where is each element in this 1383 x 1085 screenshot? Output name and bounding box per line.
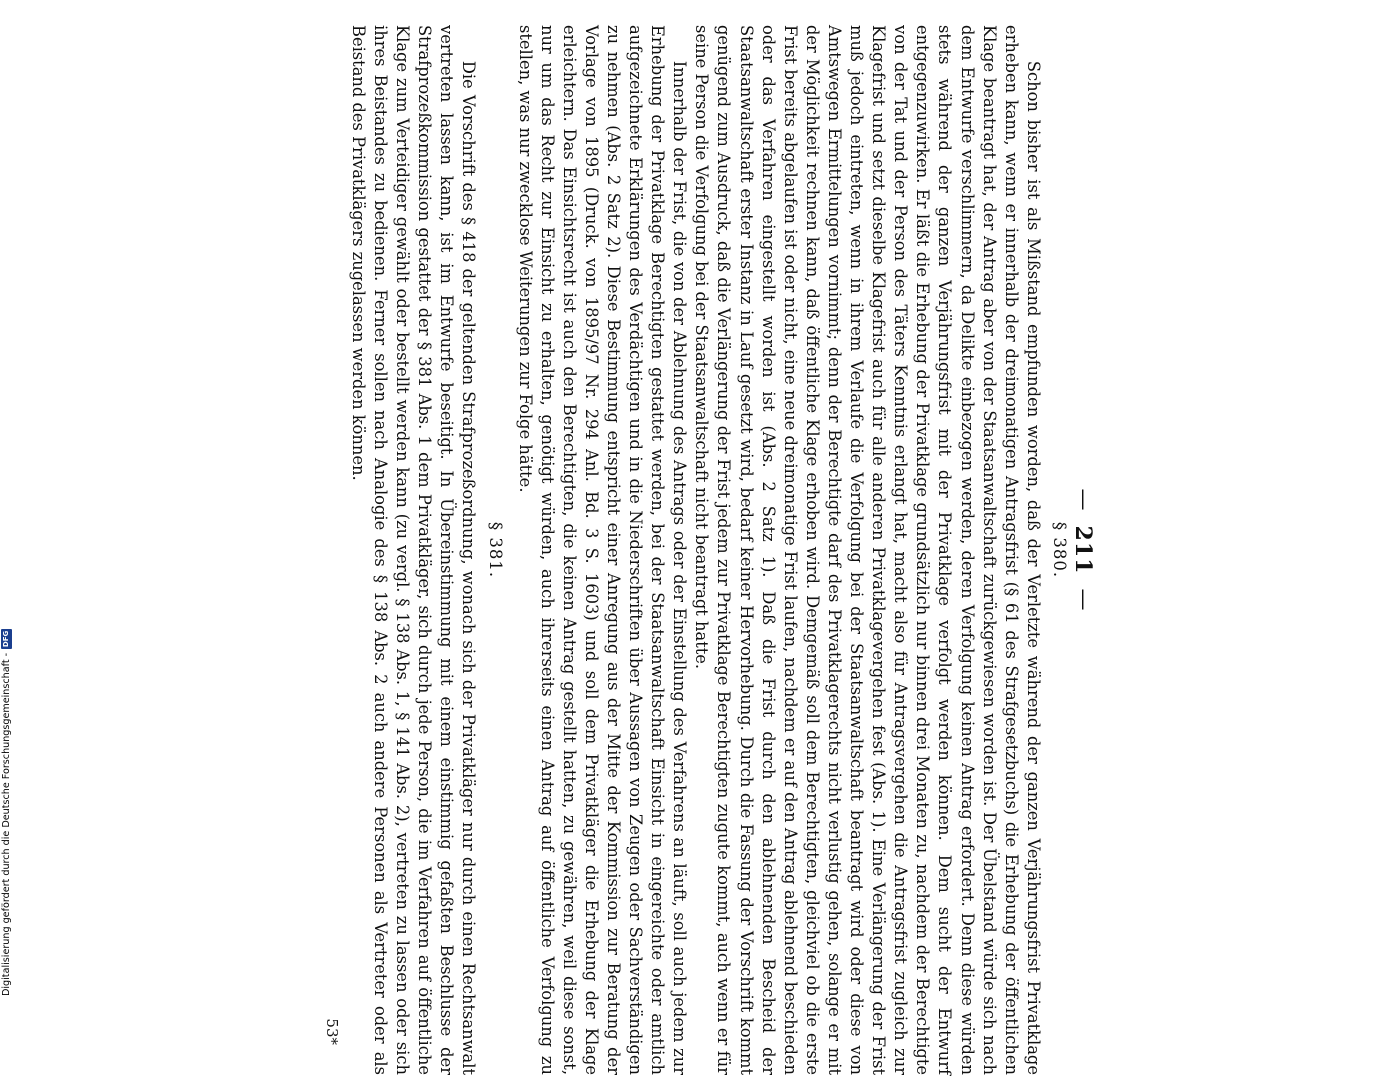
paragraph-380-2: Innerhalb der Frist, die von der Ablehnung des Antrags oder der Einstellung des Verfahrens an läuft, soll auch jedem zur Erhebung der Privatklage Berechtigten gestattet werden, bei der Staatsanwaltschaft Einsicht in eingereichte oder amtlich aufgezeichnete Erklärungen des Verdächtigen und in die Niederschriften über Aussagen von Zeugen oder Sachverständigen zu nehmen (Abs. 2 Satz 2). Diese Bestimmung entspricht einer Anregung aus der Mitte der Kommission zur Beratung der Vorlage von 1895 (Druck. von 1895/97 Nr. 294 Anl. Bd. 3 S. 1603) und soll dem Privatkläger die Erhebung der Klage erleichtern. Das Einsichtsrecht ist auch den Berechtigten, die keinen Antrag gestellt hatten, zu gewähren, weil diese sonst, nur um das Recht zur Einsicht zu erhalten, genötigt würden, auch ihrerseits einen Antrag auf öffentliche Verfolgung zu stellen, was nur zwecklose Weiterungen zur Folge hätte. [515,25,690,1075]
sheet-signature: 53* [322,1018,341,1045]
section-title-380: § 380. [1049,521,1069,579]
paragraph-380-1: Schon bisher ist als Mißstand empfunden worden, daß der Verletzte während der ganzen Verjährungsfrist Privatklage erheben kann, wenn er innerhalb der dreimonatigen Antragsfrist (§ 61 des Strafgesetzbuchs) die Erhebung der öffentlichen Klage beantragt hat, der Antrag aber von der Staatsanwaltschaft zurückgewiesen worden ist. Der Übelstand würde sich nach dem Entwurfe verschlimmern, da Delikte einbezogen werden, deren Verfolgung keinen Antrag erfordert. Denn diese würden stets während der ganzen Verjährungsfrist mit der Privatklage verfolgt werden können. Dem sucht der Entwurf entgegenzuwirken. Er läßt die Erhebung der Privatklage grundsätzlich nur binnen drei Monaten zu, nachdem der Berechtigte von der Tat und der Person des Täters Kenntnis erlangt hat, macht also für Antragsvergehen die Antragsfrist zugleich zur Klagefrist und setzt dieselbe Klagefrist auch für alle anderen Privatklagevergehen fest (Abs. 1). Eine Verlängerung der Frist muß jedoch eintreten, wenn in ihrem Verlaufe die Verfolgung bei der Staatsanwaltschaft beantragt wird oder diese von Amtswegen Ermittelungen vornimmt; denn der Berechtigte darf des Privatklagerechts nicht verlustig gehen, solange er mit der Möglichkeit rechnen kann, daß öffentliche Klage erhoben wird. Demgemäß soll dem Berechtigten, gleichviel ob die erste Frist bereits abgelaufen ist oder nicht, eine neue dreimonatige Frist laufen, nachdem er auf den Antrag ablehnend beschieden oder das Verfahren eingestellt worden ist (Abs. 2 Satz 1). Daß die Frist durch den ablehnenden Bescheid der Staatsanwaltschaft erster Instanz in Lauf gesetzt wird, bedarf keiner Hervorhebung. Durch die Fassung der Vorschrift kommt genügend zum Ausdruck, daß die Verlängerung der Frist jedem zur Privatklage Berechtigten zugute kommt, auch wenn er für seine Person die Verfolgung bei der Staatsanwaltschaft nicht beantragt hatte. [692,25,1043,1075]
rotated-page [140,5,1100,1085]
credit-text: Digitalisierung gefördert durch die Deutsche Forschungsgemeinschaft - [1,652,12,996]
header-dash-left: — [1071,488,1096,512]
section-title-381: § 381. [485,521,505,579]
dfg-logo: DFG [2,630,10,648]
header-dash-right: — [1071,588,1096,612]
page-header [1072,25,1094,1075]
digitization-credit [0,0,18,1000]
paragraph-381-1: Die Vorschrift des § 418 der geltenden Strafprozeßordnung, wonach sich der Privatkläger nur durch einen Rechtsanwalt vertreten lassen kann, ist im Entwurfe beseitigt. In Übereinstimmung mit einem einstimmig gefaßten Beschlusse der Strafprozeßkommission gestattet der § 381 Abs. 1 dem Privatkläger, sich durch jede Person, die im Verfahren auf öffentliche Klage zum Verteidiger gewählt oder bestellt werden kann (zu vergl. § 138 Abs. 1, § 141 Abs. 2), vertreten zu lassen oder sich ihres Beistandes zu bedienen. Ferner sollen nach Analogie des § 138 Abs. 2 auch andere Personen als Vertreter oder als Beistand des Privatklägers zugelassen werden können. [349,25,479,1075]
page-number: 211 [1070,525,1096,575]
credit-line [1,629,12,996]
